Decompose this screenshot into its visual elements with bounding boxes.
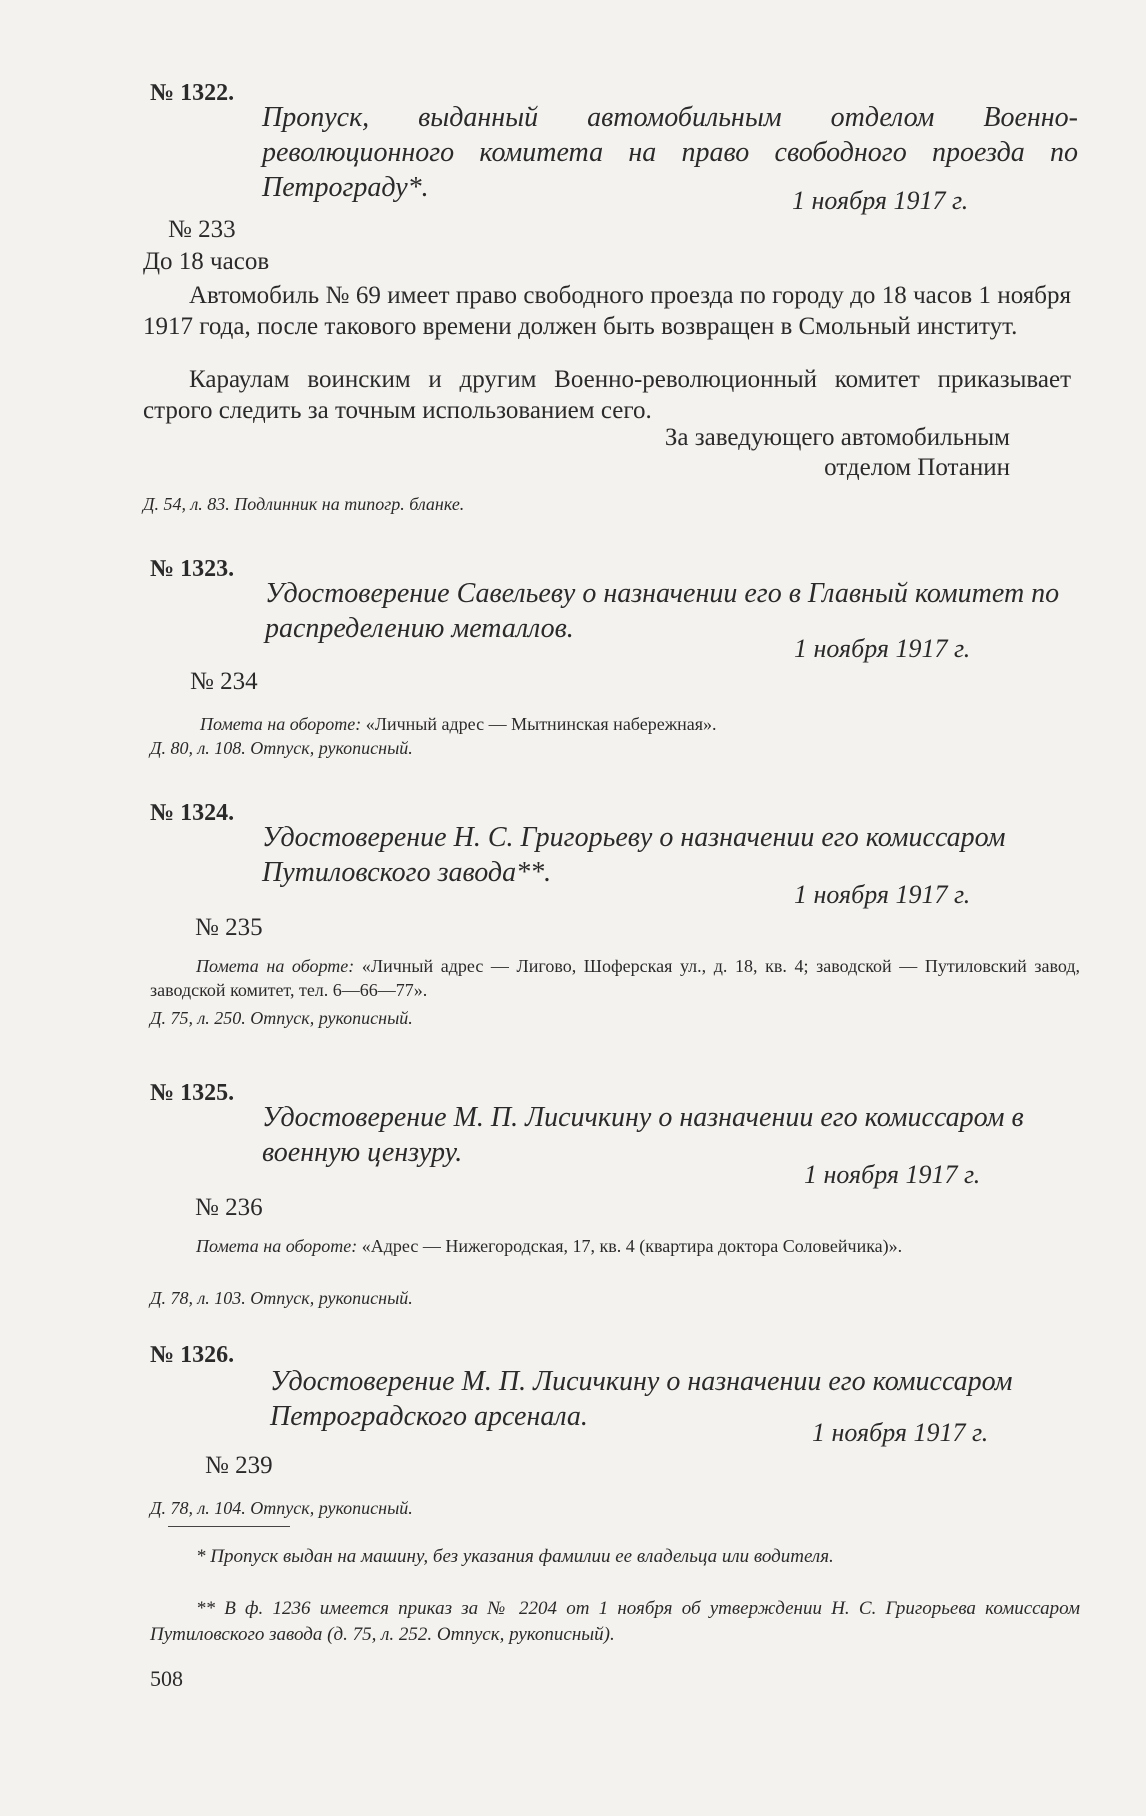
document-title: Удостоверение Н. С. Григорьеву о назначении его комиссаром Путиловского завода**. bbox=[262, 822, 1006, 888]
document-number: № 1324. bbox=[150, 800, 235, 826]
footnote: * Пропуск выдан на машину, без указания фамилии ее владельца или водителя. bbox=[196, 1546, 834, 1567]
registration-number: № 234 bbox=[190, 668, 258, 695]
body-paragraph: Караулам воинским и другим Военно-революционный комитет приказывает строго следить за точным использованием сего. bbox=[143, 366, 1071, 424]
archive-reference: Д. 80, л. 108. Отпуск, рукописный. bbox=[150, 738, 413, 758]
footnote: ** В ф. 1236 имеется приказ за № 2204 от 1 ноября об утверждении Н. С. Григорьева комиссаром Путиловского завода (д. 75, л. 252. Отпуск, рукописный). bbox=[150, 1598, 1080, 1645]
document-number: № 1326. bbox=[150, 1342, 235, 1368]
document-number: № 1325. bbox=[150, 1080, 235, 1106]
note-label: Помета на оборте: bbox=[196, 956, 355, 976]
signature-line: За заведующего автомобильным bbox=[664, 424, 1010, 451]
registration-number: № 233 bbox=[168, 216, 236, 243]
archive-reference: Д. 78, л. 104. Отпуск, рукописный. bbox=[150, 1498, 413, 1518]
archive-reference: Д. 54, л. 83. Подлинник на типогр. бланке. bbox=[143, 494, 465, 514]
document-date: 1 ноября 1917 г. bbox=[812, 1418, 989, 1447]
archive-reference: Д. 75, л. 250. Отпуск, рукописный. bbox=[150, 1008, 413, 1028]
registration-number: № 235 bbox=[195, 914, 263, 941]
note-text: «Личный адрес — Мытнинская набережная». bbox=[365, 714, 717, 734]
footnote-divider bbox=[168, 1526, 290, 1527]
document-date: 1 ноября 1917 г. bbox=[794, 634, 971, 663]
note-text: «Личный адрес — Лигово, Шоферская ул., д. 18, кв. 4; заводской — Путиловский завод, заводской комитет, тел. 6—66—77». bbox=[150, 956, 1081, 1000]
registration-number: № 236 bbox=[195, 1194, 263, 1221]
note bbox=[150, 954, 1080, 1002]
archive-reference: Д. 78, л. 103. Отпуск, рукописный. bbox=[150, 1288, 413, 1308]
time-limit: До 18 часов bbox=[143, 248, 270, 275]
note bbox=[150, 1234, 1080, 1258]
document-date: 1 ноября 1917 г. bbox=[794, 880, 971, 909]
document-title: Удостоверение М. П. Лисичкину о назначении его комиссаром в военную цензуру. bbox=[262, 1102, 1024, 1168]
document-title: Пропуск, выданный автомобильным отделом Военно-революционного комитета на право свободного проезда по Петрограду*. bbox=[262, 102, 1078, 203]
registration-number: № 239 bbox=[205, 1452, 273, 1479]
note bbox=[200, 712, 1080, 736]
document-date: 1 ноября 1917 г. bbox=[792, 186, 969, 215]
document-number: № 1322. bbox=[150, 80, 235, 106]
note-text: «Адрес — Нижегородская, 17, кв. 4 (квартира доктора Соловейчика)». bbox=[361, 1236, 903, 1256]
document-title: Удостоверение М. П. Лисичкину о назначении его комиссаром Петроградского арсенала. bbox=[270, 1366, 1013, 1432]
note-label: Помета на обороте: bbox=[200, 714, 362, 734]
body-paragraph: Автомобиль № 69 имеет право свободного проезда по городу до 18 часов 1 ноября 1917 года, после такового времени должен быть возвращен в Смольный институт. bbox=[143, 282, 1071, 340]
document-number: № 1323. bbox=[150, 556, 235, 582]
signature-line: отделом Потанин bbox=[824, 454, 1010, 481]
document-date: 1 ноября 1917 г. bbox=[804, 1160, 981, 1189]
document-title: Удостоверение Савельеву о назначении его в Главный комитет по распределению металлов. bbox=[265, 578, 1060, 644]
page-number: 508 bbox=[150, 1666, 183, 1691]
note-label: Помета на обороте: bbox=[196, 1236, 358, 1256]
